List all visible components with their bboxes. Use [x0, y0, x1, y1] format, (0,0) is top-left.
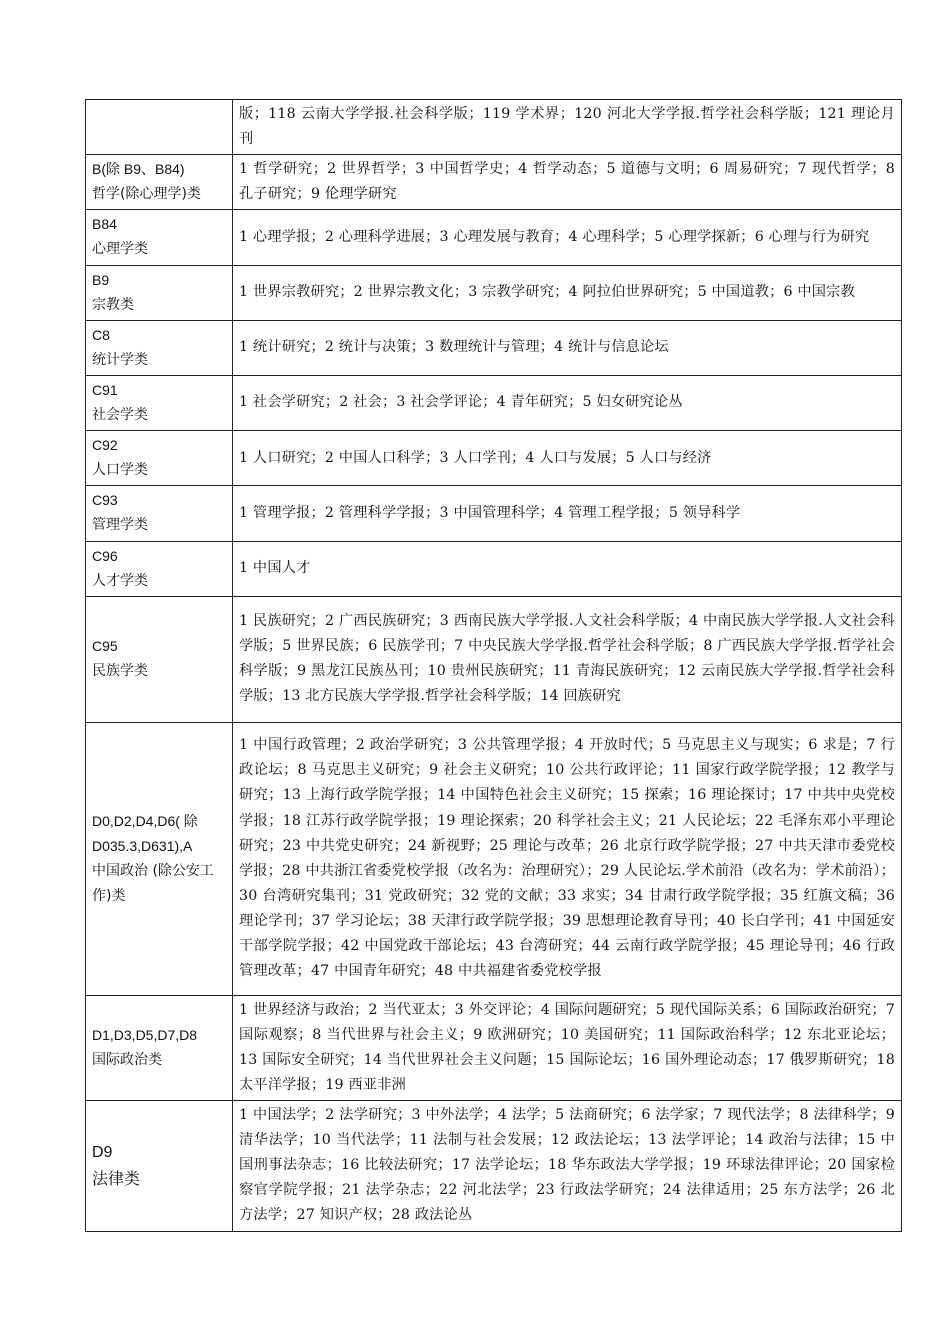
category-code: B9	[92, 271, 110, 288]
category-cell	[86, 1101, 233, 1231]
table-row	[86, 995, 902, 1100]
journal-list: 1 中国人才	[233, 541, 902, 596]
category-name: 心理学类	[92, 241, 148, 258]
category-code: C8	[92, 326, 110, 343]
table-row	[86, 596, 902, 722]
table-row	[86, 722, 902, 995]
category-code: C95	[92, 638, 118, 655]
category-code: C91	[92, 381, 118, 398]
journal-list: 1 社会学研究；2 社会；3 社会学评论；4 青年研究；5 妇女研究论丛	[233, 375, 902, 430]
journal-list: 1 统计研究；2 统计与决策；3 数理统计与管理；4 统计与信息论坛	[233, 320, 902, 375]
category-name: 哲学(除心理学)类	[92, 186, 201, 203]
category-cell	[86, 486, 233, 541]
category-code: C92	[92, 437, 118, 454]
category-code: B(除 B9、B84)	[92, 161, 185, 178]
category-cell	[86, 265, 233, 320]
table-row	[86, 1101, 902, 1231]
category-name: 法律类	[92, 1168, 141, 1188]
category-cell	[86, 995, 233, 1100]
category-code: C96	[92, 547, 118, 564]
category-name: 国际政治类	[92, 1051, 162, 1068]
category-name: 统计学类	[92, 351, 148, 368]
table-row	[86, 375, 902, 430]
category-code: D0,D2,D4,D6( 除 D035.3,D631),A	[92, 812, 198, 854]
journal-table	[85, 99, 902, 1232]
table-row	[86, 541, 902, 596]
journal-list: 1 世界宗教研究；2 世界宗教文化；3 宗教学研究；4 阿拉伯世界研究；5 中国道教；6 中国宗教	[233, 265, 902, 320]
table-row	[86, 100, 902, 155]
table-row	[86, 265, 902, 320]
category-name: 社会学类	[92, 407, 148, 424]
category-cell	[86, 431, 233, 486]
table-row	[86, 320, 902, 375]
table-row	[86, 155, 902, 210]
journal-list: 1 中国法学；2 法学研究；3 中外法学；4 法学；5 法商研究；6 法学家；7 现代法学；8 法律科学；9 清华法学；10 当代法学；11 法制与社会发展；12 政法论坛；13 法学评论；14 政治与法律；15 中国刑事法杂志；16 比较法研究；17 法学论坛；18 华东政法大学学报；19 环球法律评论；20 国家检察官学院学报；21 法学杂志；22 河北法学；23 行政法学研究；24 法律适用；25 东方法学；26 北方法学；27 知识产权；28 政法论丛	[233, 1101, 902, 1231]
journal-list: 1 人口研究；2 中国人口科学；3 人口学刊；4 人口与发展；5 人口与经济	[233, 431, 902, 486]
journal-list: 1 管理学报；2 管理科学学报；3 中国管理科学；4 管理工程学报；5 领导科学	[233, 486, 902, 541]
category-name: 管理学类	[92, 517, 148, 534]
category-name: 民族学类	[92, 663, 148, 680]
category-cell	[86, 375, 233, 430]
journal-list: 1 哲学研究；2 世界哲学；3 中国哲学史；4 哲学动态；5 道德与文明；6 周易研究；7 现代哲学；8 孔子研究；9 伦理学研究	[233, 155, 902, 210]
category-cell	[86, 100, 233, 155]
category-name: 人才学类	[92, 572, 148, 589]
table-row	[86, 431, 902, 486]
category-cell	[86, 722, 233, 995]
table-row	[86, 486, 902, 541]
category-cell	[86, 155, 233, 210]
category-code: C93	[92, 492, 118, 509]
category-cell	[86, 541, 233, 596]
category-name: 人口学类	[92, 462, 148, 479]
journal-list: 1 中国行政管理；2 政治学研究；3 公共管理学报；4 开放时代；5 马克思主义与现实；6 求是；7 行政论坛；8 马克思主义研究；9 社会主义研究；10 公共行政评论；11 国家行政学院学报；12 教学与研究；13 上海行政学院学报；14 中国特色社会主义研究；15 探索；16 理论探讨；17 中共中央党校学报；18 江苏行政学院学报；19 理论探索；20 科学社会主义；21 人民论坛；22 毛泽东邓小平理论研究；23 中共党史研究；24 新视野；25 理论与改革；26 北京行政学院学报；27 中共天津市委党校学报；28 中共浙江省委党校学报（改名为：治理研究）；29 人民论坛.学术前沿（改名为：学术前沿）；30 台湾研究集刊；31 党政研究；32 党的文献；33 求实；34 甘肃行政学院学报；35 红旗文稿；36 理论学刊；37 学习论坛；38 天津行政学院学报；39 思想理论教育导刊；40 长白学刊；41 中国延安干部学院学报；42 中国党政干部论坛；43 台湾研究；44 云南行政学院学报；45 理论导刊；46 行政管理改革；47 中国青年研究；48 中共福建省委党校学报	[233, 722, 902, 995]
category-code: D9	[92, 1143, 113, 1161]
table-row	[86, 210, 902, 265]
category-name: 中国政治 (除公安工作)类	[92, 862, 214, 904]
journal-list: 版；118 云南大学学报.社会科学版；119 学术界；120 河北大学学报.哲学社会科学版；121 理论月刊	[233, 100, 902, 155]
category-cell	[86, 320, 233, 375]
category-name: 宗教类	[92, 296, 134, 313]
category-code: D1,D3,D5,D7,D8	[92, 1026, 198, 1043]
journal-list: 1 心理学报；2 心理科学进展；3 心理发展与教育；4 心理科学；5 心理学探新；6 心理与行为研究	[233, 210, 902, 265]
category-code: B84	[92, 216, 117, 233]
category-cell	[86, 596, 233, 722]
category-cell	[86, 210, 233, 265]
journal-list: 1 民族研究；2 广西民族研究；3 西南民族大学学报.人文社会科学版；4 中南民族大学学报.人文社会科学版；5 世界民族；6 民族学刊；7 中央民族大学学报.哲学社会科学版；8 广西民族大学学报.哲学社会科学版；9 黑龙江民族丛刊；10 贵州民族研究；11 青海民族研究；12 云南民族大学学报.哲学社会科学版；13 北方民族大学学报.哲学社会科学版；14 回族研究	[233, 596, 902, 722]
journal-list: 1 世界经济与政治；2 当代亚太；3 外交评论；4 国际问题研究；5 现代国际关系；6 国际政治研究；7 国际观察；8 当代世界与社会主义；9 欧洲研究；10 美国研究；11 国际政治科学；12 东北亚论坛；13 国际安全研究；14 当代世界社会主义问题；15 国际论坛；16 国外理论动态；17 俄罗斯研究；18 太平洋学报；19 西亚非洲	[233, 995, 902, 1100]
